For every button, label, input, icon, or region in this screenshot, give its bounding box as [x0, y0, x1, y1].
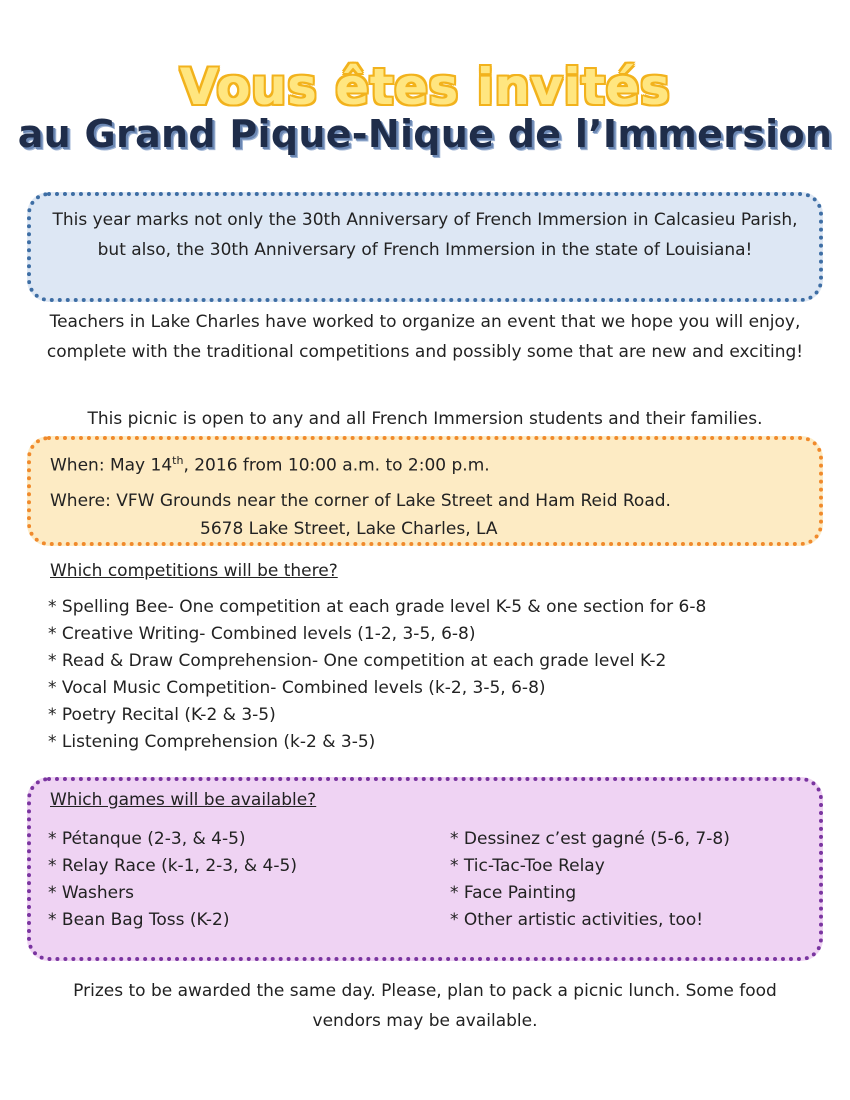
list-item: * Creative Writing- Combined levels (1-2, 3-5, 6-8): [48, 624, 476, 644]
list-item: * Tic-Tac-Toe Relay: [450, 856, 605, 876]
competitions-list: [48, 594, 828, 756]
invite-subtitle: au Grand Pique-Nique de l’Immersion: [17, 112, 833, 156]
list-item: * Washers: [48, 883, 134, 903]
list-item: * Read & Draw Comprehension- One competition at each grade level K-2: [48, 651, 667, 671]
list-item: * Poetry Recital (K-2 & 3-5): [48, 705, 276, 725]
competitions-heading: Which competitions will be there?: [50, 561, 338, 581]
list-item: * Vocal Music Competition- Combined levels (k-2, 3-5, 6-8): [48, 678, 546, 698]
list-item: * Listening Comprehension (k-2 & 3-5): [48, 732, 376, 752]
games-list-left: [48, 826, 438, 934]
when-line: [50, 446, 790, 481]
list-item: * Relay Race (k-1, 2-3, & 4-5): [48, 856, 297, 876]
teachers-paragraph: Teachers in Lake Charles have worked to organize an event that we hope you will enjoy, complete with the traditional competitions and possibly some that are new and exciting!: [46, 312, 804, 362]
list-item: * Other artistic activities, too!: [450, 910, 704, 930]
anniversary-text: This year marks not only the 30th Anniversary of French Immersion in Calcasieu Parish, but also, the 30th Anniversary of French Immersion in the state of Louisiana!: [52, 210, 798, 260]
list-item: * Bean Bag Toss (K-2): [48, 910, 230, 930]
list-item: * Face Painting: [450, 883, 577, 903]
when-suffix: , 2016 from 10:00 a.m. to 2:00 p.m.: [183, 455, 490, 476]
when-ordinal: th: [172, 454, 184, 467]
address-line: 5678 Lake Street, Lake Charles, LA: [200, 519, 498, 539]
list-item: * Pétanque (2-3, & 4-5): [48, 829, 246, 849]
games-heading: Which games will be available?: [50, 790, 317, 810]
open-to-paragraph: This picnic is open to any and all French Immersion students and their families.: [87, 409, 763, 429]
where-line: Where: VFW Grounds near the corner of Lake Street and Ham Reid Road.: [50, 491, 671, 511]
games-list-right: [450, 826, 810, 934]
invite-title: Vous êtes invités: [179, 58, 671, 116]
prizes-paragraph: Prizes to be awarded the same day. Please, plan to pack a picnic lunch. Some food vendors may be available.: [73, 981, 777, 1031]
list-item: * Spelling Bee- One competition at each grade level K-5 & one section for 6-8: [48, 597, 707, 617]
when-prefix: When: May 14: [50, 455, 173, 476]
list-item: * Dessinez c’est gagné (5-6, 7-8): [450, 829, 730, 849]
